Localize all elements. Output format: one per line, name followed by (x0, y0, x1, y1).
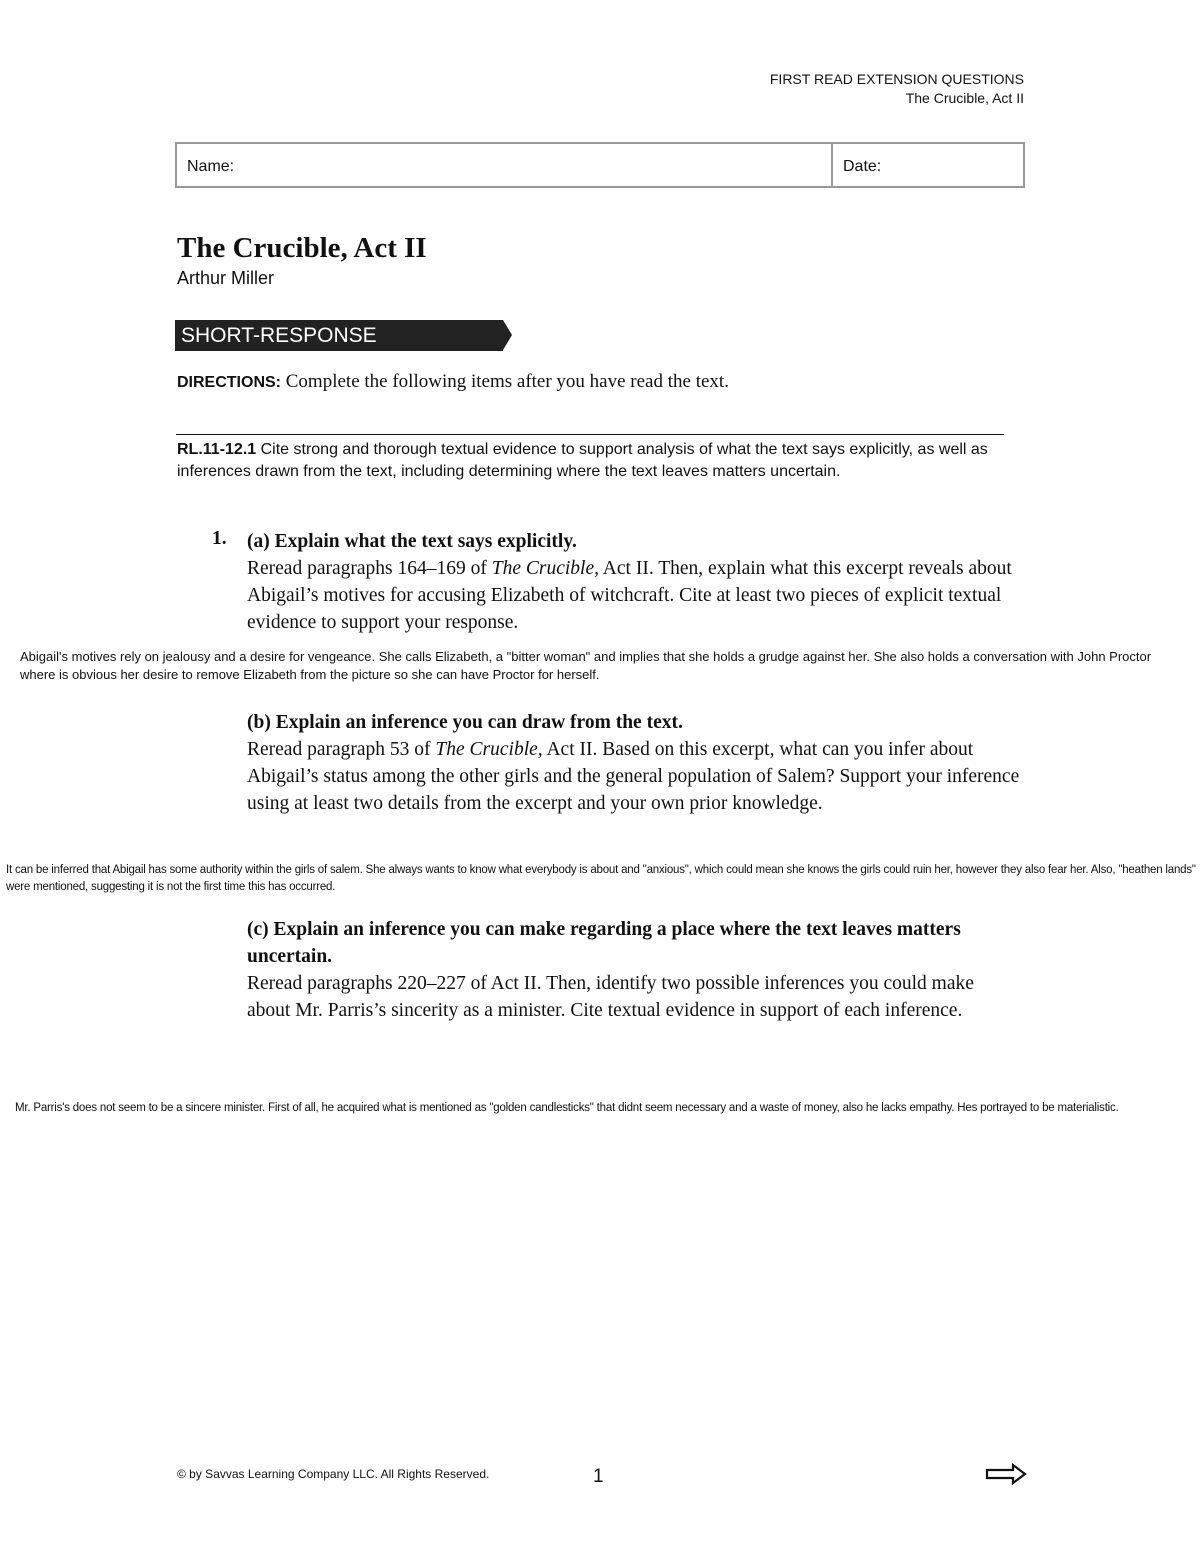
date-label: Date: (843, 158, 882, 175)
header-subtitle: The Crucible, Act II (905, 90, 1024, 106)
question-1a-text: Reread paragraphs 164–169 of (247, 558, 492, 579)
page-number: 1 (593, 1466, 604, 1487)
author: Arthur Miller (177, 268, 275, 288)
page-title: The Crucible, Act II (177, 232, 427, 264)
work-title: The Crucible, (491, 558, 599, 579)
question-1b-text-cont: Act II. Based on this excerpt, what can you infer about Abigail’s status among the other girls and the general population of Salem? Support your inference using at least two details from the excerpt and your own prior knowledge. (247, 739, 1020, 814)
section-banner: SHORT-RESPONSE QUESTIONS (175, 320, 503, 351)
standard (177, 439, 1007, 483)
question-1a (247, 528, 1027, 636)
work-title: The Crucible, (435, 739, 543, 760)
answer-1b[interactable]: It can be inferred that Abigail has some authority within the girls of salem. She always wants to know what everybody is about and "anxious", which could mean she knows the girls could ruin her, however they also fear her. Also, "heathen lands" were mentioned, suggesting it is not the first time this has occurred. (6, 864, 1196, 893)
standard-text: Cite strong and thorough textual evidence to support analysis of what the text says explicitly, as well as inferences drawn from the text, including determining where the text leaves matters uncertain. (177, 441, 988, 480)
directions-text: Complete the following items after you have read the text. (281, 371, 729, 392)
question-1c-heading: (c) Explain an inference you can make regarding a place where the text leaves matters uncertain. (247, 919, 961, 967)
question-1b-heading: (b) Explain an inference you can draw from the text. (247, 712, 683, 733)
header-label: FIRST READ EXTENSION QUESTIONS (769, 71, 1024, 87)
answer-1c[interactable]: Mr. Parris's does not seem to be a sincere minister. First of all, he acquired what is mentioned as "golden candlesticks" that didnt seem necessary and a waste of money, also he lacks empathy. Hes portrayed to be materialistic. (15, 1102, 1119, 1114)
next-page-arrow-icon[interactable] (985, 1463, 1027, 1485)
standard-code: RL.11-12.1 (177, 441, 257, 458)
question-1c (247, 916, 987, 1024)
question-1b (247, 709, 1027, 817)
question-1b-text: Reread paragraph 53 of (247, 739, 436, 760)
directions (177, 371, 729, 393)
directions-label: DIRECTIONS: (177, 374, 281, 391)
copyright: © by Savvas Learning Company LLC. All Rights Reserved. (177, 1467, 490, 1481)
name-field[interactable] (175, 142, 833, 188)
divider (176, 434, 1004, 435)
banner-arrow-icon (503, 320, 512, 350)
question-1a-heading: (a) Explain what the text says explicitly. (247, 531, 577, 552)
question-1a-text-cont: Act II. Then, explain what this excerpt reveals about Abigail’s motives for accusing Elizabeth of witchcraft. Cite at least two pieces of explicit textual evidence to support your response. (247, 558, 1012, 633)
question-1c-text: Reread paragraphs 220–227 of Act II. Then, identify two possible inferences you could make about Mr. Parris’s sincerity as a minister. Cite textual evidence in support of each inference. (247, 973, 974, 1021)
date-field[interactable] (831, 142, 1025, 188)
answer-1a[interactable]: Abigail's motives rely on jealousy and a desire for vengeance. She calls Elizabeth, a "bitter woman" and implies that she holds a grudge against her. She also holds a conversation with John Proctor where is obvious her desire to remove Elizabeth from the picture so she can have Proctor for herself. (20, 649, 1152, 682)
name-label: Name: (187, 158, 235, 175)
question-number: 1. (212, 528, 227, 549)
